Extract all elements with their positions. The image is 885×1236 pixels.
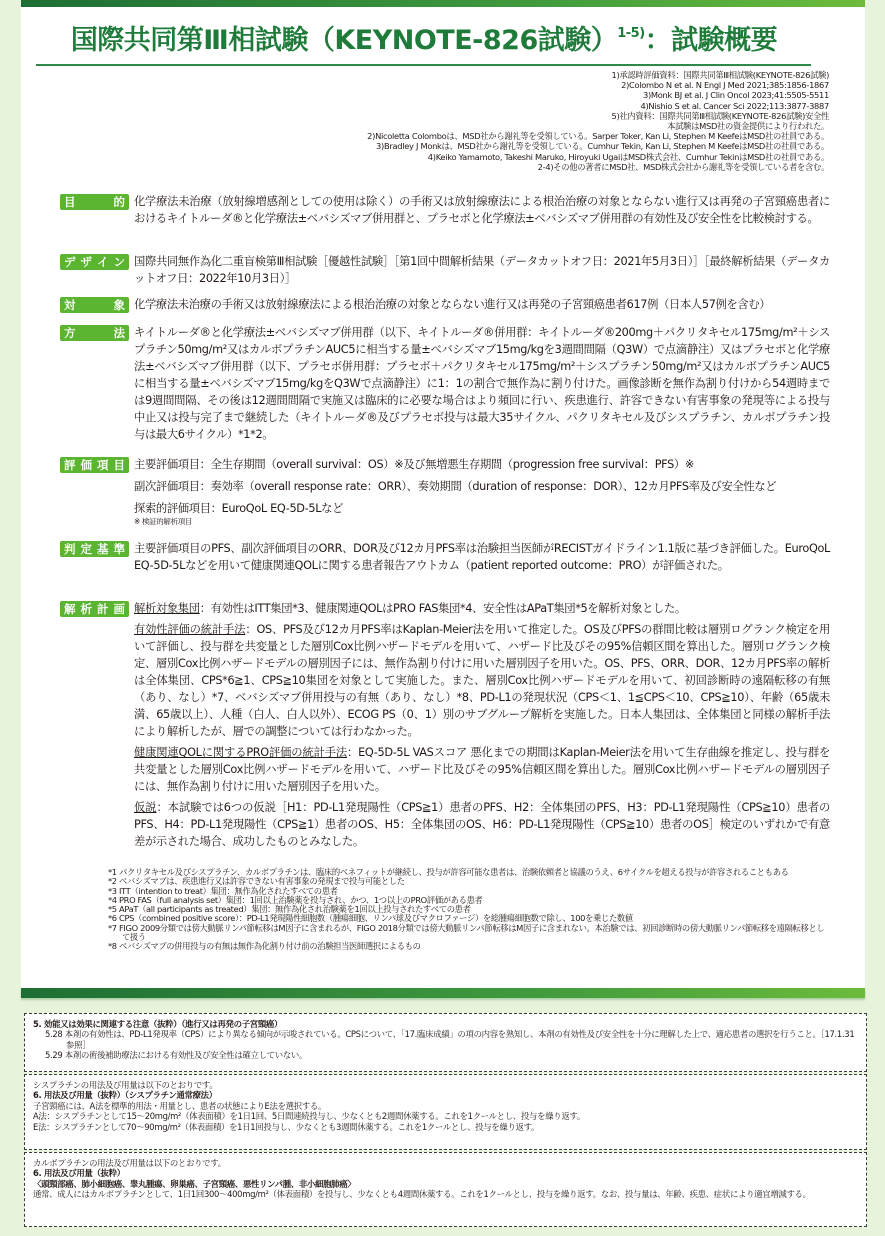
- page-title: 国際共同第Ⅲ相試験（KEYNOTE-826試験）$^{1-5)}$：試験概要: [70, 25, 778, 56]
- endpoints-text: [134, 456, 830, 526]
- cisplatin-intro: シスプラチンの用法及び用量は以下のとおりです。: [33, 1080, 218, 1090]
- footnotes: [108, 868, 828, 952]
- references-block: [269, 70, 829, 172]
- badge-analysis: 解 析 計 画: [60, 601, 129, 617]
- carboplatin-dosage-box: [24, 1152, 867, 1227]
- objective-text: 化学療法未治療（放射線増感剤としての使用は除く）の手術又は放射線療法による根治治療の対象とならない進行又は再発の子宮頸癌患者におけるキイトルーダ®と化学療法±ベバシズマブ併用群と、プラセボと化学療法±ベバシズマブ併用群の有効性及び安全性を比較検討する。: [134, 195, 830, 225]
- precautions-heading: 5. 効能又は効果に関連する注意（抜粋）（進行又は再発の子宮頸癌）: [33, 1019, 283, 1029]
- top-accent-bar: [21, 0, 865, 7]
- analysis-efficacy-methods: 有効性評価の統計手法：OS、PFS及び12カ月PFS率はKaplan-Meier法を用いて推定した。OS及びPFSの群間比較は層別ログランク検定を用いて評価し、投与群を共変量とした層別Cox比例ハザードモデルを用いて、ハザード比及びその95%信頼区間を算出した。層別ログランク検定、層別Cox比例ハザードモデルの層別因子には、無作為割り付けに用いた層別因子を用いた。OS、PFS、ORR、DOR、12カ月PFS率の解析は全体集団、CPS*6≧1、CPS≧10集団を対象として実施した。また、層別Cox比例ハザードモデルを用いて、初回診断時の遠隔転移の有無（あり、なし）*7、ベバシズマブ併用投与の有無（あり、なし）*8、PD-L1の発現状況（CPS＜1、1≦CPS＜10、CPS≧10）、年齢（65歳未満、65歳以上）、人種（白人、白人以外）、ECOG PS（0、1）別のサブグループ解析を実施した。日本人集団は、全体集団と同様の解析手法により解析したが、層での調整については行わなかった。: [134, 623, 830, 738]
- method-text: キイトルーダ®と化学療法±ベバシズマブ併用群（以下、キイトルーダ®併用群：キイトルーダ®200mg＋パクリタキセル175mg/m²＋シスプラチン50mg/m²又はカルボプラチンAUC5に相当する量±ベバシズマブ15mg/kgを3週間間隔（Q3W）で点滴静注）又はプラセボと化学療法±ベバシズマブ併用群（以下、プラセボ併用群：プラセボ＋パクリタキセル175mg/m²＋シスプラチン50mg/m²又はカルボプラチンAUC5に相当する量±ベバシズマブ15mg/kgをQ3Wで点滴静注）に1：1の割合で無作為に割り付けた。画像診断を無作為割り付けから54週時までは9週間間隔、その後は12週間間隔で実施又は臨床的に必要な場合はより頻回に行い、疾患進行、許容できない有害事象の発現等による投与中止又は投与完了まで継続した（キイトルーダ®及びプラセボ投与は最大35サイクル、パクリタキセル及びシスプラチン、カルボプラチン投与は最大6サイクル）*1*2。: [134, 326, 830, 441]
- primary-endpoint: 主要評価項目：全生存期間（overall survival：OS）※及び無増悪生存期間（progression free survival：PFS）※: [134, 458, 694, 471]
- cisplatin-line-e: E法：シスプラチンとして70～90mg/m²（体表面積）を1日1回投与し、少なくとも3週間休薬する。これを1クールとし、投与を繰り返す。: [33, 1121, 540, 1132]
- title-underline: [36, 64, 811, 66]
- footnote-2: *2 ベバシズマブは、疾患進行又は許容できない有害事象の発現まで投与可能とした: [108, 876, 405, 887]
- reference-1: 1)承認時評価資料：国際共同第Ⅲ相試験(KEYNOTE-826試験): [611, 70, 829, 80]
- badge-design: デ ザ イ ン: [60, 254, 129, 270]
- carboplatin-intro: カルボプラチンの用法及び用量は以下のとおりです。: [33, 1158, 226, 1168]
- cisplatin-heading: 6. 用法及び用量（抜粋）（シスプラチン通常療法）: [33, 1090, 217, 1101]
- criteria-text: 主要評価項目のPFS、副次評価項目のORR、DOR及び12カ月PFS率は治験担当医師がRECISTガイドライン1.1版に基づき評価した。EuroQoL EQ-5D-5Lなどを用いて健康関連QOLに関する患者報告アウトカム（patient reported outcome：PRO）が評価された。: [134, 542, 830, 572]
- footnote-3: *3 ITT（intention to treat）集団：無作為化されたすべての患者: [108, 885, 338, 896]
- subjects-text: 化学療法未治療の手術又は放射線療法による根治治療の対象とならない進行又は再発の子宮頸癌患者617例（日本人57例を含む）: [134, 298, 771, 311]
- coi-note-4: 4)Keiko Yamamoto, Takeshi Maruko, Hiroyuki UgaiはMSD株式会社、Cumhur TekinはMSD社の社員である。: [427, 151, 829, 162]
- cisplatin-line-a: A法：シスプラチンとして15～20mg/m²（体表面積）を1日1回、5日間連続投与し、少なくとも2週間休薬する。これを1クールとし、投与を繰り返す。: [33, 1111, 585, 1122]
- reference-4: 4)Nishio S et al. Cancer Sci 2022;113:3877-3887: [640, 100, 829, 111]
- footnote-8: *8 ベバシズマブの併用投与の有無は無作為化割り付け前の治験担当医師選択によるもの: [108, 941, 421, 952]
- badge-method: 方 法: [60, 325, 129, 341]
- precaution-5-29: 5.29 本剤の術後補助療法における有効性及び安全性は確立していない。: [45, 1050, 308, 1061]
- footnote-4: *4 PRO FAS（full analysis set）集団：1回以上治験薬を投与され、かつ、1つ以上のPRO評価がある患者: [108, 894, 483, 905]
- coi-note-3: 3)Bradley J Monkは、MSD社から謝礼等を受領している。Cumhur Tekin, Kan Li, Stephen M KeefeはMSD社の社員である。: [376, 141, 829, 152]
- cisplatin-line-1: 子宮頸癌には、A法を標準的用法・用量とし、患者の状態によりE法を選択する。: [33, 1100, 327, 1111]
- carboplatin-text: 通常、成人にはカルボプラチンとして、1日1回300～400mg/m²（体表面積）を投与し、少なくとも4週間休薬する。これを1クールとし、投与を繰り返す。なお、投与量は、年齢、疾患、症状により適宜増減する。: [33, 1189, 811, 1200]
- analysis-text: [134, 600, 830, 854]
- reference-5: 5)社内資料：国際共同第Ⅲ相試験(KEYNOTE-826試験)安全性: [611, 110, 829, 121]
- carboplatin-heading: 6. 用法及び用量（抜粋）: [33, 1168, 125, 1179]
- footnote-6: *6 CPS（combined positive score）：PD-L1発現陽性細胞数（腫瘍細胞、リンパ球及びマクロファージ）を総腫瘍細胞数で除し、100を乗じた数値: [108, 913, 633, 924]
- analysis-population: 解析対象集団：有効性はITT集団*3、健康関連QOLはPRO FAS集団*4、安全性はAPaT集団*5を解析対象とした。: [134, 602, 686, 615]
- precaution-5-28: 5.28 本剤の有効性は、PD-L1発現率（CPS）により異なる傾向が示唆されている。CPSについて、「17.臨床成績」の項の内容を熟知し、本剤の有効性及び安全性を十分に理解した上で、適応患者の選択を行うこと。［17.1.31参照］: [45, 1029, 855, 1050]
- endpoint-note: ※ 検証的解析項目: [134, 517, 193, 526]
- analysis-pro-methods: 健康関連QOLに関するPRO評価の統計手法：EQ-5D-5L VASスコア 悪化までの期間はKaplan-Meier法を用いて生存曲線を推定し、投与群を共変量とした層別Cox比例ハザードモデルを用いて、ハザード比及びその95%信頼区間を算出した。層別Cox比例ハザードモデルの層別因子には、無作為割り付けに用いた層別因子を用いた。: [134, 746, 830, 793]
- footnote-5: *5 APaT（all participants as treated）集団：無作為化され治験薬を1回以上投与されたすべての患者: [108, 904, 471, 915]
- precautions-box: [24, 1013, 867, 1072]
- badge-criteria: 判 定 基 準: [60, 541, 129, 557]
- bottom-accent-bar: [21, 988, 865, 998]
- funding-note: 本試験はMSD社の資金提供により行われた。: [667, 121, 829, 132]
- reference-3: 3)Monk BJ et al. J Clin Oncol 2023;41:5505-5511: [642, 90, 829, 101]
- cisplatin-dosage-box: [24, 1074, 867, 1150]
- badge-subjects: 対 象: [60, 297, 129, 313]
- title-reference-sup: 1-5): [617, 26, 645, 41]
- analysis-hypothesis: 仮説：本試験では6つの仮説［H1：PD-L1発現陽性（CPS≧1）患者のPFS、H2：全体集団のPFS、H3：PD-L1発現陽性（CPS≧10）患者のPFS、H4：PD-L1発現陽性（CPS≧1）患者のOS、H5：全体集団のOS、H6：PD-L1発現陽性（CPS≧10）患者のOS］検定のいずれかで有意差が示された場合、成功したものとみなした。: [134, 801, 830, 848]
- exploratory-endpoint: 探索的評価項目：EuroQoL EQ-5D-5Lなど: [134, 502, 344, 515]
- carboplatin-indications: 〈頭頸部癌、肺小細胞癌、睾丸腫瘍、卵巣癌、子宮頸癌、悪性リンパ腫、非小細胞肺癌〉: [33, 1178, 356, 1189]
- reference-2: 2)Colombo N et al. N Engl J Med 2021;385:1856-1867: [621, 80, 829, 91]
- secondary-endpoint: 副次評価項目：奏効率（overall response rate：ORR）、奏効期間（duration of response：DOR）、12カ月PFS率及び安全性など: [134, 480, 777, 493]
- coi-note-2-4: 2-4)その他の著者にMSD社、MSD株式会社から謝礼等を受領している者を含む。: [537, 161, 829, 172]
- design-text: 国際共同無作為化二重盲検第Ⅲ相試験［優越性試験］［第1回中間解析結果（データカットオフ日：2021年5月3日）］［最終解析結果（データカットオフ日：2022年10月3日）］: [134, 255, 830, 285]
- badge-endpoints: 評 価 項 目: [60, 457, 129, 473]
- footnote-7: *7 FIGO 2009分類では傍大動脈リンパ節転移はM因子に含まれるが、FIGO 2018分類では傍大動脈リンパ節転移はM因子に含まれない。本治験では、初回診断時の傍大動脈リンパ節転移を遠隔転移として扱う: [108, 922, 825, 943]
- coi-note-2: 2)Nicoletta Colomboは、MSD社から謝礼等を受領している。Sarper Toker, Kan Li, Stephen M KeefeはMSD社の社員である。: [367, 131, 829, 142]
- footnote-1: *1 パクリタキセル及びシスプラチン、カルボプラチンは、臨床的ベネフィットが継続し、投与が許容可能な患者は、治験依頼者と協議のうえ、6サイクルを超える投与が許容されることもある: [108, 867, 789, 877]
- badge-objective: 目 的: [60, 194, 129, 210]
